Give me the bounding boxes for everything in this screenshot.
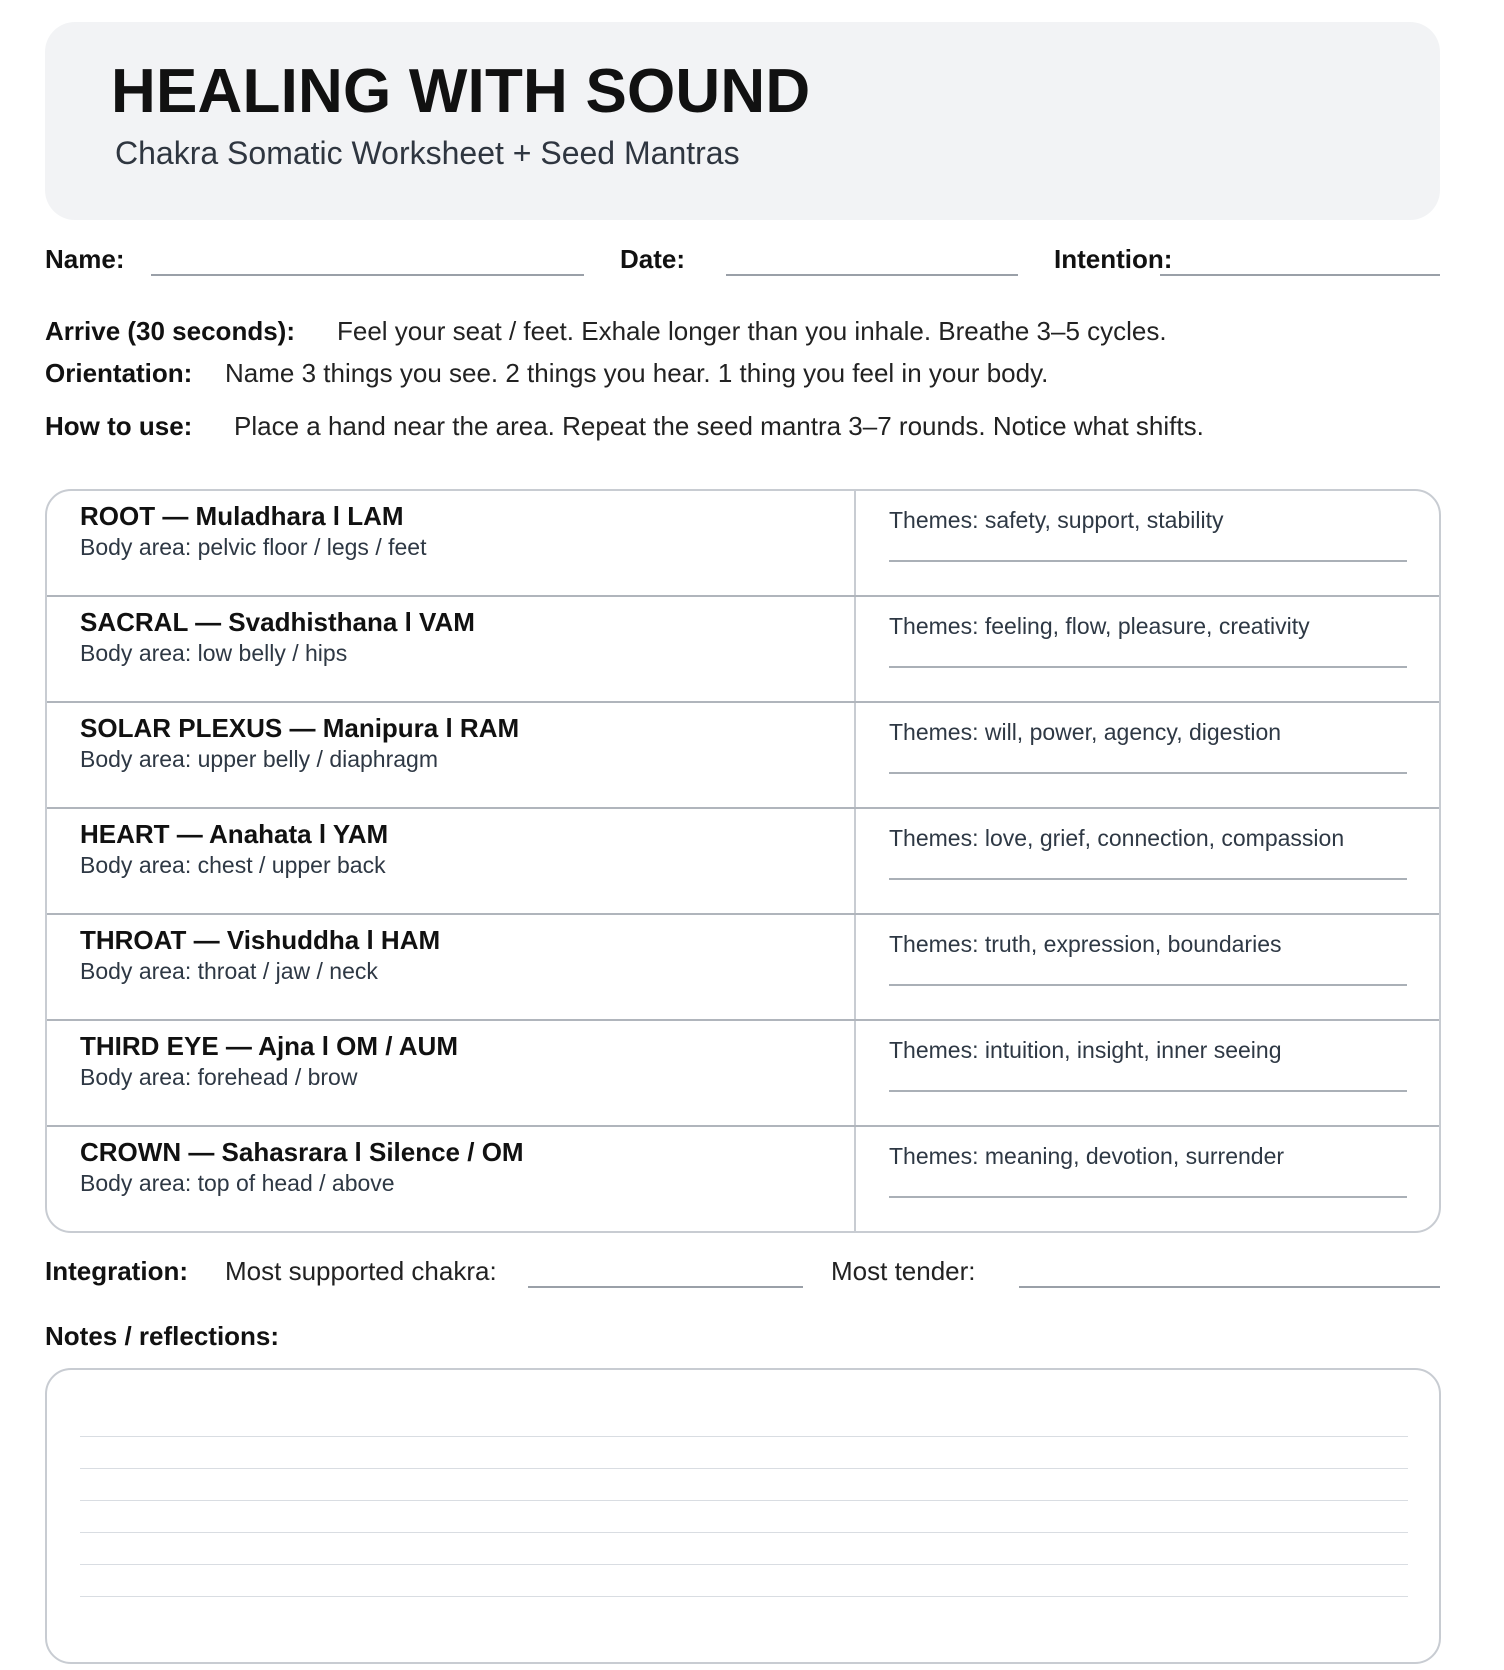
chakra-name: CROWN — Sahasrara l Silence / OM [80,1137,524,1167]
chakra-themes: Themes: safety, support, stability [889,507,1224,533]
chakra-name: SOLAR PLEXUS — Manipura l RAM [80,713,520,743]
page-subtitle: Chakra Somatic Worksheet + Seed Mantras [115,135,740,171]
chakra-name: THIRD EYE — Ajna l OM / AUM [80,1031,458,1061]
chakra-row-crown [47,1127,1439,1233]
integration-label: Integration: [45,1256,188,1286]
orientation-text: Name 3 things you see. 2 things you hear. 1 thing you feel in your body. [225,358,1049,388]
notes-line [80,1564,1408,1565]
page-title: HEALING WITH SOUND [111,57,811,126]
notes-area[interactable] [45,1368,1441,1664]
chakra-row-solar-plexus [47,703,1439,809]
chakra-themes: Themes: will, power, agency, digestion [889,719,1282,745]
chakra-row-root [47,491,1439,597]
chakra-row-throat [47,915,1439,1021]
chakra-body-area: Body area: chest / upper back [80,852,386,878]
chakra-row-heart [47,809,1439,915]
chakra-write-line[interactable] [889,1196,1407,1198]
integration-section [45,1256,1440,1296]
info-fields [45,240,1440,280]
chakra-body-area: Body area: top of head / above [80,1170,395,1196]
chakra-body-area: Body area: pelvic floor / legs / feet [80,534,427,560]
date-label: Date: [620,244,686,274]
chakra-name: THROAT — Vishuddha l HAM [80,925,441,955]
most-tender-field[interactable] [1019,1286,1440,1288]
chakra-write-line[interactable] [889,878,1407,880]
chakra-body-area: Body area: throat / jaw / neck [80,958,378,984]
date-field[interactable] [726,274,1018,276]
most-tender-label: Most tender: [831,1256,976,1286]
name-field[interactable] [151,274,584,276]
chakra-write-line[interactable] [889,1090,1407,1092]
intention-field[interactable] [1160,274,1440,276]
chakra-name: SACRAL — Svadhisthana l VAM [80,607,475,637]
notes-line [80,1468,1408,1469]
chakra-themes: Themes: meaning, devotion, surrender [889,1143,1285,1169]
notes-line [80,1596,1408,1597]
most-supported-label: Most supported chakra: [225,1256,497,1286]
chakra-name: ROOT — Muladhara l LAM [80,501,404,531]
chakra-name: HEART — Anahata l YAM [80,819,389,849]
notes-line [80,1436,1408,1437]
name-label: Name: [45,244,125,274]
intention-label: Intention: [1054,244,1173,274]
chakra-write-line[interactable] [889,984,1407,986]
howto-label: How to use: [45,411,193,441]
chakra-body-area: Body area: forehead / brow [80,1064,358,1090]
chakra-write-line[interactable] [889,666,1407,668]
arrive-label: Arrive (30 seconds): [45,316,295,346]
arrive-text: Feel your seat / feet. Exhale longer than you inhale. Breathe 3–5 cycles. [337,316,1167,346]
chakra-body-area: Body area: low belly / hips [80,640,348,666]
chakra-body-area: Body area: upper belly / diaphragm [80,746,438,772]
howto-text: Place a hand near the area. Repeat the seed mantra 3–7 rounds. Notice what shifts. [234,411,1204,441]
chakra-write-line[interactable] [889,560,1407,562]
chakra-themes: Themes: intuition, insight, inner seeing [889,1037,1282,1063]
chakra-row-third-eye [47,1021,1439,1127]
orientation-label: Orientation: [45,358,193,388]
notes-line [80,1500,1408,1501]
chakra-row-sacral [47,597,1439,703]
chakra-themes: Themes: truth, expression, boundaries [889,931,1282,957]
notes-label: Notes / reflections: [45,1321,280,1351]
worksheet-header [45,22,1440,220]
chakra-write-line[interactable] [889,772,1407,774]
most-supported-field[interactable] [528,1286,803,1288]
chakra-table [45,489,1441,1233]
chakra-themes: Themes: feeling, flow, pleasure, creativity [889,613,1310,639]
notes-line [80,1532,1408,1533]
chakra-themes: Themes: love, grief, connection, compassion [889,825,1345,851]
